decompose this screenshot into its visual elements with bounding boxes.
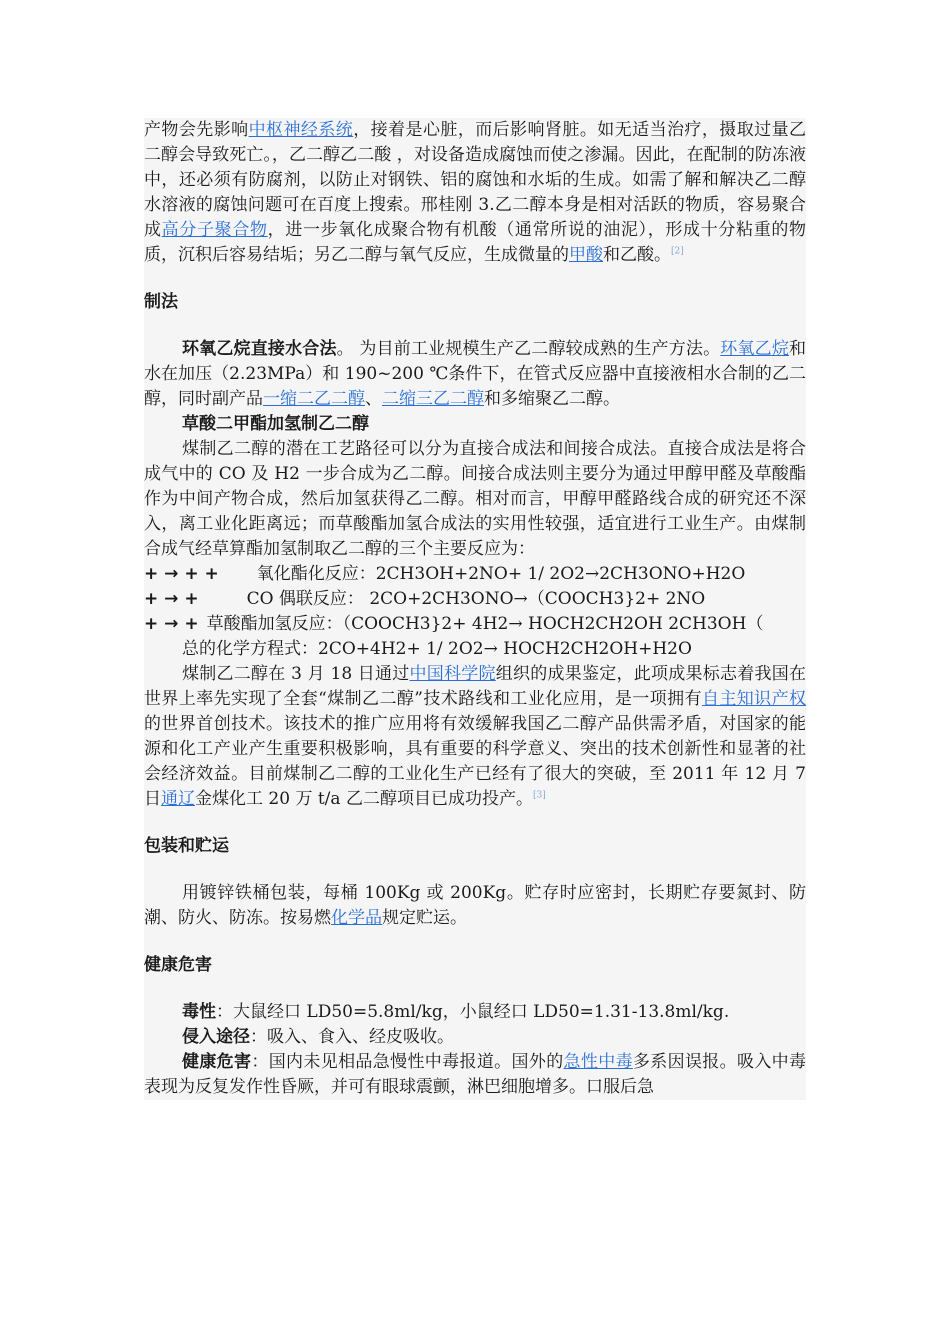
paragraph-packaging: 用镀锌铁桶包装，每桶 100Kg 或 200Kg。贮存时应密封，长期贮存要氮封、防潮、防火、防冻。按易燃化学品规定贮运。 bbox=[144, 883, 806, 928]
reference-3[interactable]: [3] bbox=[532, 790, 546, 801]
heading-health-hazards: 健康危害 bbox=[144, 955, 212, 975]
heading-preparation: 制法 bbox=[144, 292, 178, 312]
link-tongliao[interactable]: 通辽 bbox=[161, 789, 195, 809]
document-body bbox=[144, 118, 806, 1100]
paragraph-exposure-routes: 侵入途径：吸入、食入、经皮吸收。 bbox=[182, 1027, 454, 1047]
link-formic-acid[interactable]: 甲酸 bbox=[569, 245, 603, 265]
reaction-esterification: + → + + 氧化酯化反应：2CH3OH+2NO+ 1/ 2O2→2CH3ONO+H2O bbox=[144, 564, 746, 584]
link-chemicals[interactable]: 化学品 bbox=[331, 908, 382, 928]
reaction-overall: 总的化学方程式：2CO+4H2+ 1/ 2O2→ HOCH2CH2OH+H2O bbox=[182, 639, 692, 659]
paragraph-hydration-method: 环氧乙烷直接水合法。 为目前工业规模生产乙二醇较成熟的生产方法。环氧乙烷和水在加压（2.23MPa）和 190~200 ℃条件下，在管式反应器中直接液相水合制的乙二醇，同时副产品一缩二乙二醇、二缩三乙二醇和多缩聚乙二醇。 bbox=[144, 339, 807, 409]
reaction-oxalate-hydrogenation: + → + 草酸酯加氢反应：（COOCH3}2+ 4H2→ HOCH2CH2OH 2CH3OH（ bbox=[144, 614, 764, 634]
link-central-nervous-system[interactable]: 中枢神经系统 bbox=[248, 120, 354, 140]
paragraph-coal-to-glycol: 煤制乙二醇的潜在工艺路径可以分为直接合成法和间接合成法。直接合成法是将合成气中的 CO 及 H2 一步合成为乙二醇。间接合成法则主要分为通过甲醇甲醛及草酸酯作为中间产物合成，然后加氢获得乙二醇。相对而言，甲醇甲醛路线合成的研究还不深入，离工业化距离远；而草酸酯加氢合成法的实用性较强，适宜进行工业生产。由煤制合成气经草算酯加氢制取乙二醇的三个主要反应为： bbox=[144, 439, 806, 559]
paragraph-toxicity: 毒性：大鼠经口 LD50=5.8ml/kg，小鼠经口 LD50=1.31-13.8ml/kg. bbox=[182, 1002, 730, 1022]
link-chinese-academy-of-sciences[interactable]: 中国科学院 bbox=[409, 664, 496, 684]
link-diethylene-glycol[interactable]: 一缩二乙二醇 bbox=[263, 389, 365, 409]
reaction-co-coupling: + → + CO 偶联反应： 2CO+2CH3ONO→（COOCH3}2+ 2NO bbox=[144, 589, 706, 609]
link-intellectual-property[interactable]: 自主知识产权 bbox=[701, 689, 806, 709]
paragraph-health-hazard: 健康危害：国内未见相品急慢性中毒报道。国外的急性中毒多系因误报。吸入中毒表现为反复发作性昏厥，并可有眼球震颤，淋巴细胞增多。口服后急 bbox=[144, 1052, 807, 1097]
link-ethylene-oxide[interactable]: 环氧乙烷 bbox=[720, 339, 790, 359]
link-acute-poisoning[interactable]: 急性中毒 bbox=[563, 1052, 633, 1072]
paragraph-appraisal: 煤制乙二醇在 3 月 18 日通过中国科学院组织的成果鉴定，此项成果标志着我国在世界上率先实现了全套“煤制乙二醇”技术路线和工业化应用，是一项拥有自主知识产权的世界首创技术。该技术的推广应用将有效缓解我国乙二醇产品供需矛盾，对国家的能源和化工产业产生重要积极影响，具有重要的科学意义、突出的技术创新性和显著的社会经济效益。目前煤制乙二醇的工业化生产已经有了很大的突破，至 2011 年 12 月 7 日通辽金煤化工 20 万 t/a 乙二醇项目已成功投产。[3] bbox=[144, 664, 807, 809]
heading-packaging-storage: 包装和贮运 bbox=[144, 836, 229, 856]
reference-2[interactable]: [2] bbox=[671, 246, 684, 257]
subheading-oxalate-hydrogenation: 草酸二甲酯加氢制乙二醇 bbox=[182, 414, 369, 434]
link-triethylene-glycol[interactable]: 二缩三乙二醇 bbox=[382, 389, 484, 409]
paragraph-toxicity-corrosion: 产物会先影响中枢神经系统，接着是心脏，而后影响肾脏。如无适当治疗，摄取过量乙二醇会导致死亡。，乙二醇乙二酸 ，对设备造成腐蚀而使之渗漏。因此，在配制的防冻液中，还必须有防腐剂，以防止对钢铁、铝的腐蚀和水垢的生成。如需了解和解决乙二醇水溶液的腐蚀问题可在百度上搜索。邢桂刚 3.乙二醇本身是相对活跃的物质，容易聚合成高分子聚合物，进一步氧化成聚合物有机酸（通常所说的油泥），形成十分粘重的物质，沉积后容易结垢；另乙二醇与氧气反应，生成微量的甲酸和乙酸。[2] bbox=[144, 120, 807, 265]
link-polymer[interactable]: 高分子聚合物 bbox=[161, 220, 268, 240]
